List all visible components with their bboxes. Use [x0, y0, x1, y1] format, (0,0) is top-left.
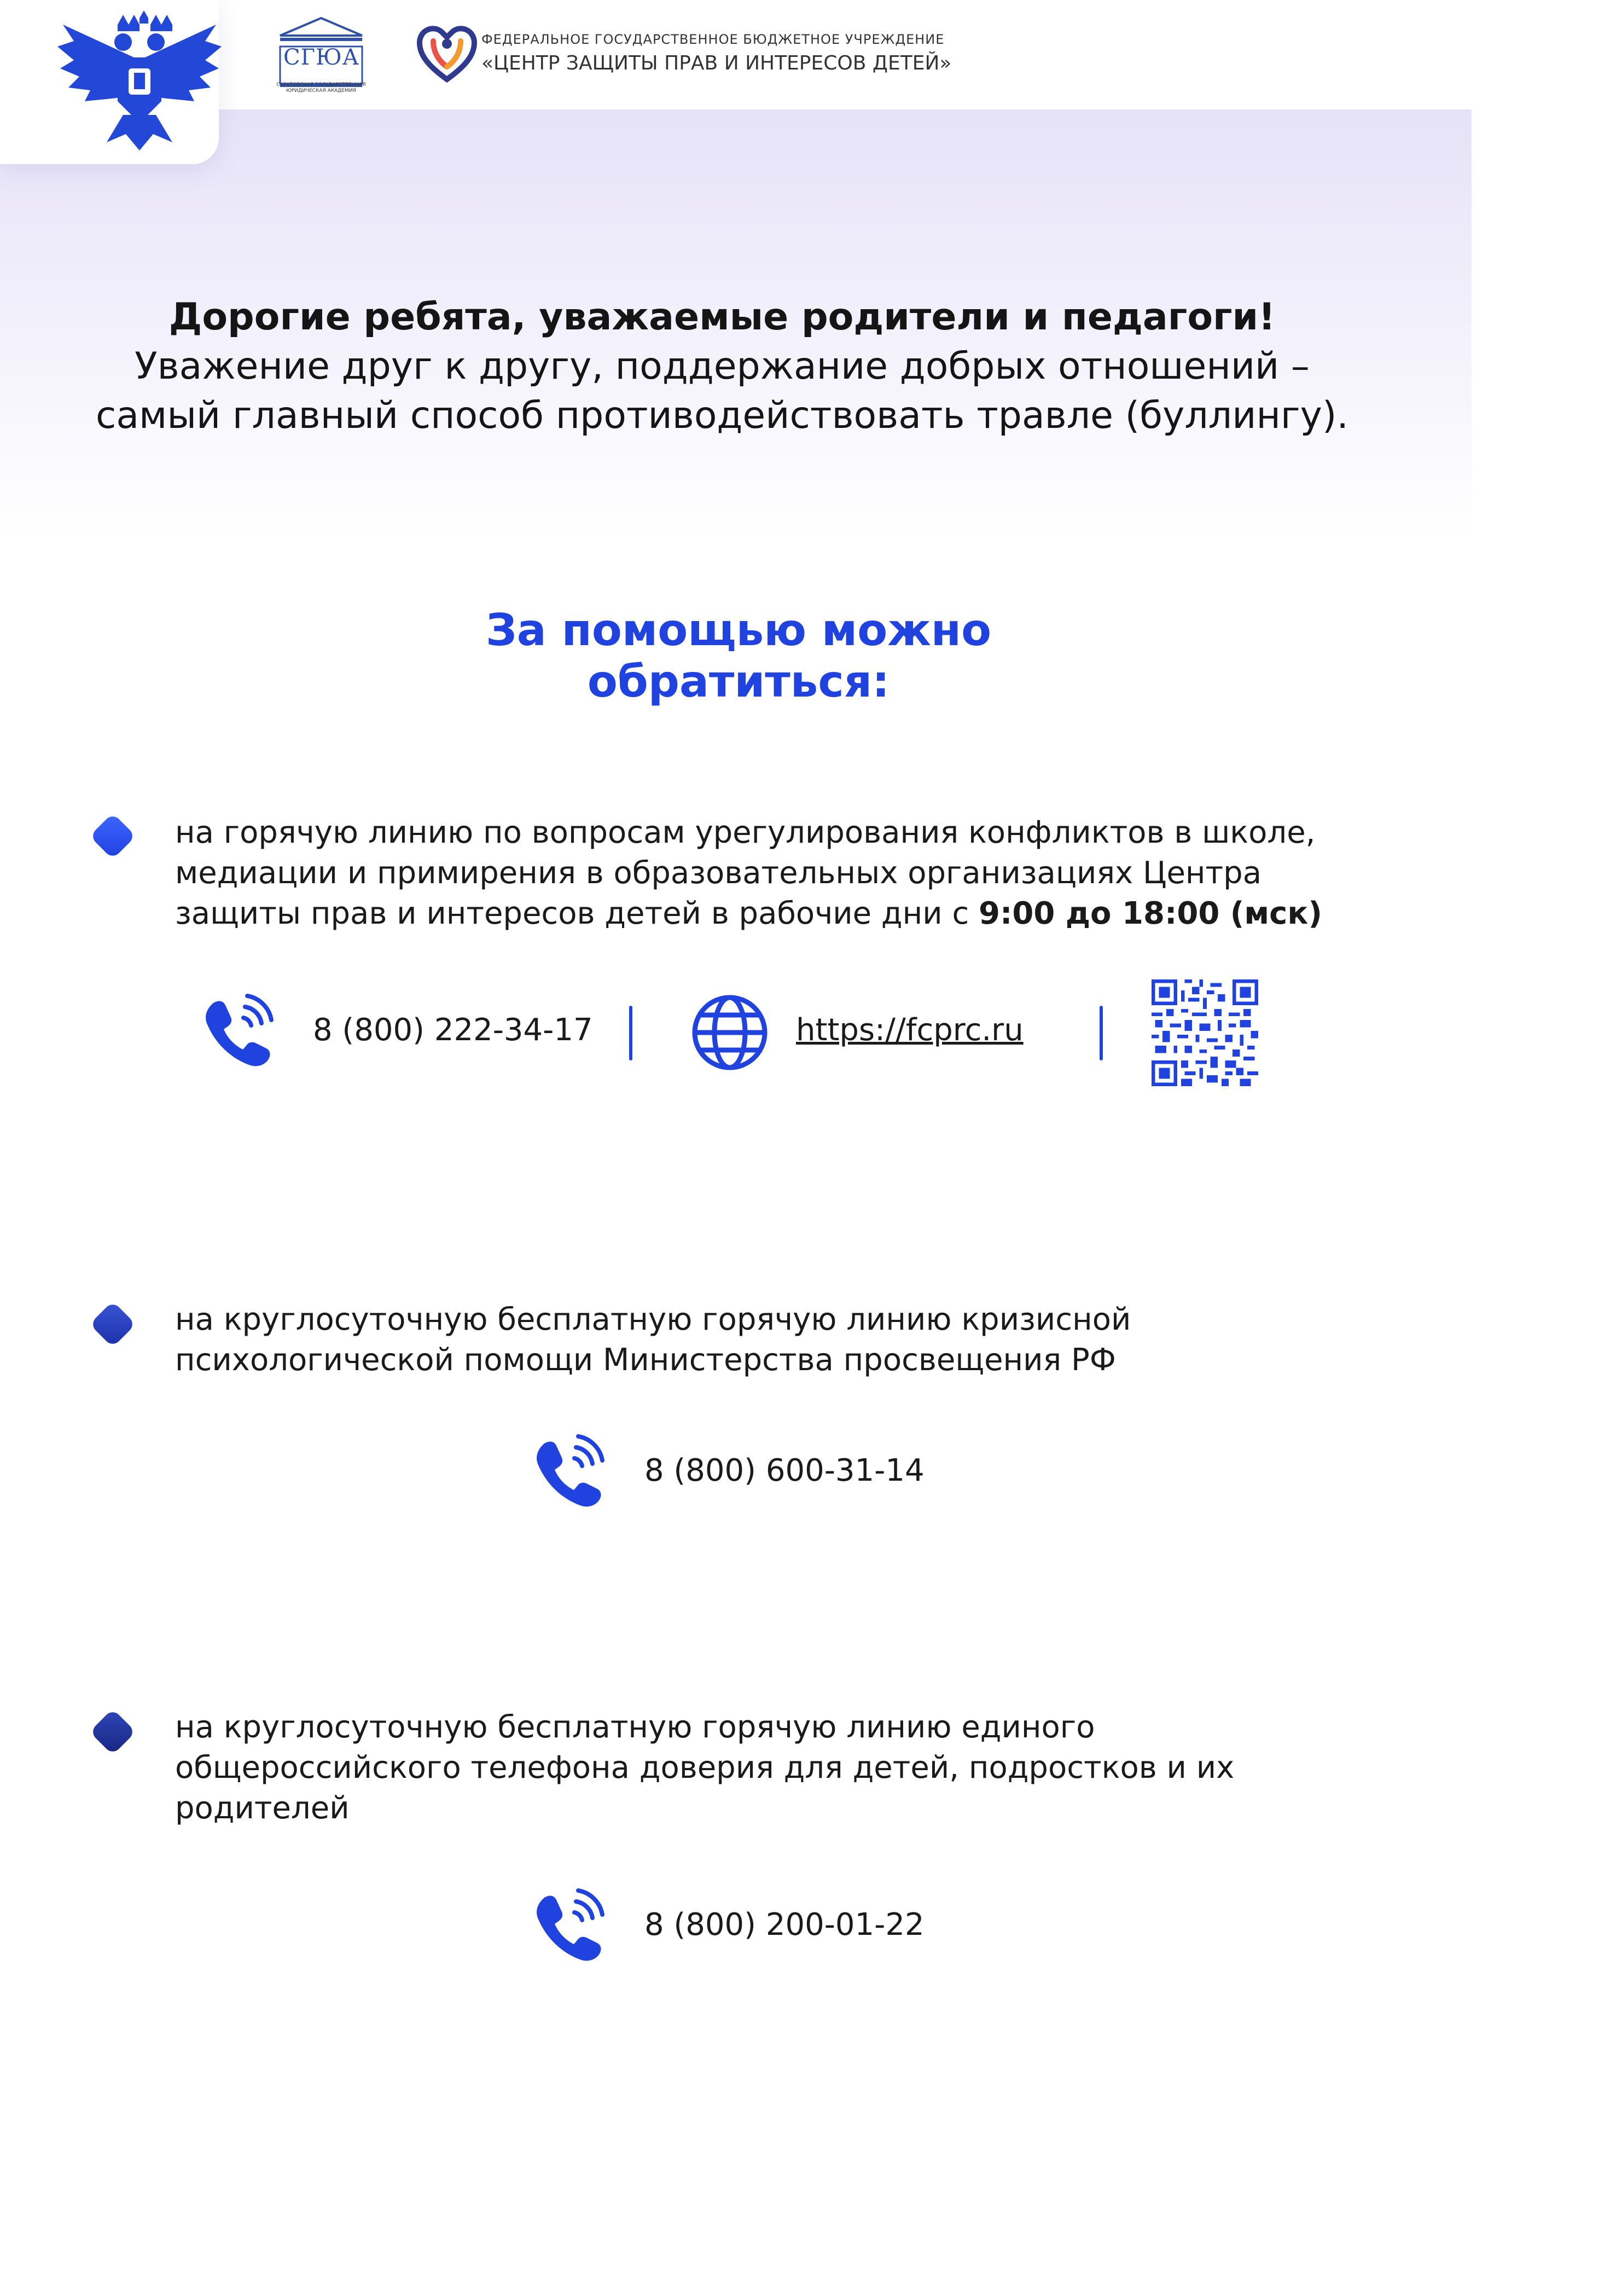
- phone-icon: [528, 1434, 604, 1510]
- center-org-name: «ЦЕНТР ЗАЩИТЫ ПРАВ И ИНТЕРЕСОВ ДЕТЕЙ»: [481, 52, 952, 74]
- greeting-heading: Дорогие ребята, уважаемые родители и педагоги!: [168, 295, 1276, 339]
- bullet-icon: [90, 813, 136, 860]
- help-item-1-text: [175, 813, 1379, 934]
- globe-icon: [690, 993, 770, 1072]
- divider: [629, 1006, 632, 1060]
- phone-number[interactable]: 8 (800) 200-01-22: [644, 1907, 925, 1943]
- help-item-3-text: на круглосуточную бесплатную горячую линию единого общероссийского телефона доверия для детей, подростков и их родителей: [175, 1709, 1235, 1826]
- qr-code[interactable]: [1152, 979, 1258, 1086]
- bullet-icon: [90, 1301, 136, 1348]
- eagle-emblem-icon: [52, 8, 227, 153]
- greeting-body: Уважение друг к другу, поддержание добрых отношений – самый главный способ противодействовать травле (буллингу).: [95, 345, 1349, 437]
- center-org-type: ФЕДЕРАЛЬНОЕ ГОСУДАРСТВЕННОЕ БЮДЖЕТНОЕ УЧРЕЖДЕНИЕ: [481, 32, 945, 47]
- help-item-2-text: на круглосуточную бесплатную горячую линию кризисной психологической помощи Министерства просвещения РФ: [175, 1302, 1131, 1378]
- phone-number[interactable]: 8 (800) 222-34-17: [313, 1012, 593, 1048]
- phone-icon: [197, 993, 274, 1070]
- phone-icon: [528, 1888, 604, 1964]
- center-heart-icon: [417, 22, 477, 85]
- greeting-block: [82, 293, 1362, 440]
- divider: [1100, 1006, 1103, 1060]
- phone-number[interactable]: 8 (800) 600-31-14: [644, 1453, 925, 1488]
- website-link[interactable]: https://fcprc.ru: [796, 1012, 1024, 1048]
- sgua-subtitle: САРАТОВСКАЯ ГОСУДАРСТВЕННАЯ ЮРИДИЧЕСКАЯ АКАДЕМИЯ: [276, 82, 366, 94]
- sgua-logo-text: СГЮА: [283, 45, 360, 70]
- help-title: За помощью можно обратиться:: [485, 605, 992, 707]
- help-item-1-body: на горячую линию по вопросам урегулирования конфликтов в школе, медиации и примирения в образовательных организациях Центра защиты прав и интересов детей в рабочие дни с: [175, 815, 1316, 931]
- bullet-icon: [90, 1709, 136, 1755]
- help-item-1-hours: 9:00 до 18:00 (мск): [979, 896, 1322, 931]
